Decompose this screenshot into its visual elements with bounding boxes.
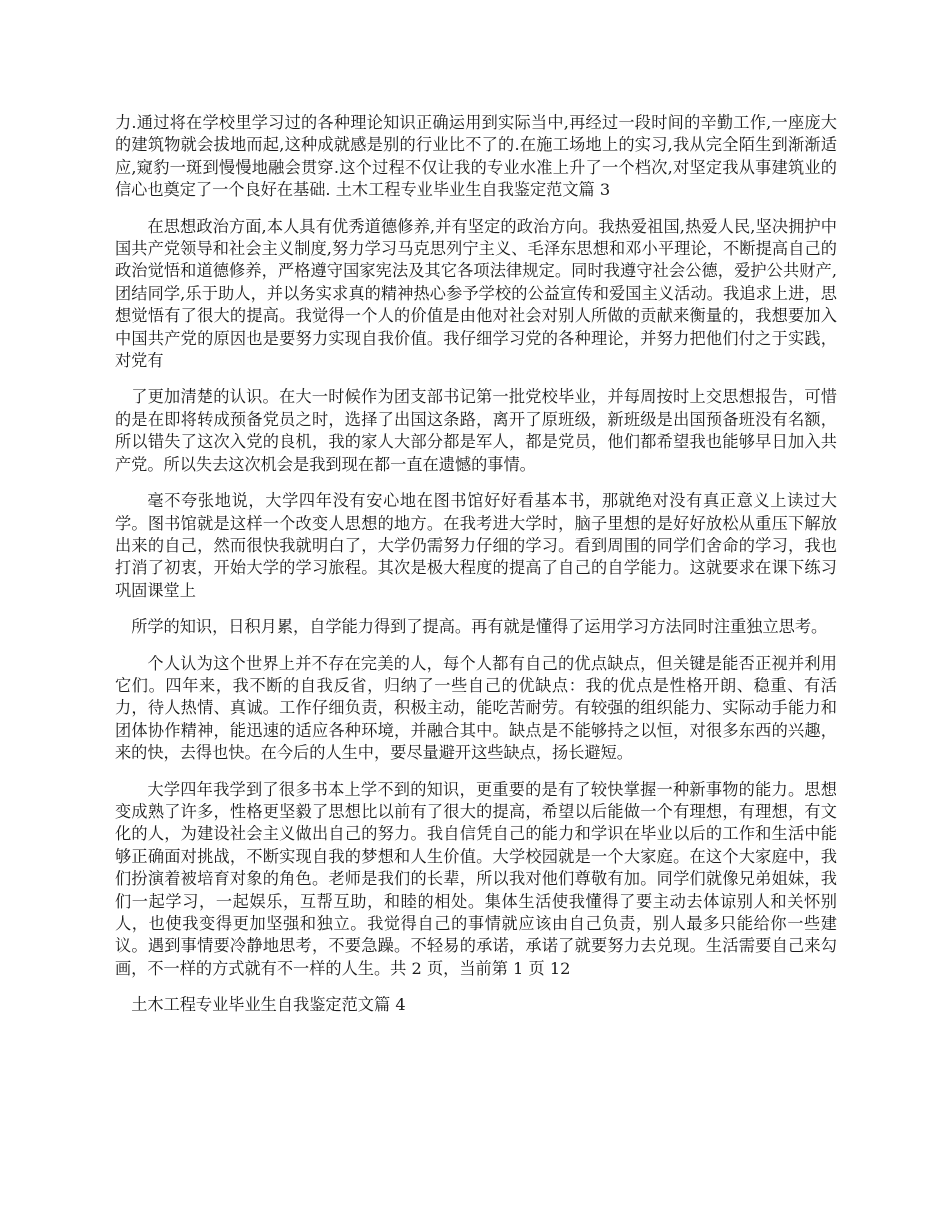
paragraph-1: 力.通过将在学校里学习过的各种理论知识正确运用到实际当中,再经过一段时间的辛勤工作,一座庞大的建筑物就会拔地而起,这种成就感是别的行业比不了的.在施工场地上的实习,我从完全陌生到渐渐适应,窥豹一斑到慢慢地融会贯穿.这个过程不仅让我的专业水准上升了一个档次,对坚定我从事建筑业的信心也奠定了一个良好在基础. 土木工程专业毕业生自我鉴定范文篇 3 [115, 113, 837, 200]
paragraph-4: 毫不夸张地说，大学四年没有安心地在图书馆好好看基本书，那就绝对没有真正意义上读过大学。图书馆就是这样一个改变人思想的地方。在我考进大学时，脑子里想的是好好放松从重压下解放出来的自己，然而很快我就明白了，大学仍需努力仔细的学习。看到周围的同学们舍命的学习，我也打消了初衷，开始大学的学习旅程。其次是极大程度的提高了自己的自学能力。这就要求在课下练习巩固课堂上 [115, 491, 837, 600]
section-heading: 土木工程专业毕业生自我鉴定范文篇 4 [131, 995, 406, 1015]
paragraph-5: 所学的知识，日积月累，自学能力得到了提高。再有就是懂得了运用学习方法同时注重独立思考。 [131, 617, 828, 637]
paragraph-3: 了更加清楚的认识。在大一时候作为团支部书记第一批党校毕业，并每周按时上交思想报告，可惜的是在即将转成预备党员之时，选择了出国这条路，离开了原班级，新班级是出国预备班没有名额，所以错失了这次入党的良机，我的家人大部分都是军人，都是党员，他们都希望我也能够早日加入共产党。所以失去这次机会是我到现在都一直在遗憾的事情。 [115, 387, 837, 474]
paragraph-6: 个人认为这个世界上并不存在完美的人，每个人都有自己的优点缺点，但关键是能否正视并利用它们。四年来，我不断的自我反省，归纳了一些自己的优缺点：我的优点是性格开朗、稳重、有活力，待人热情、真诚。工作仔细负责，积极主动，能吃苦耐劳。有较强的组织能力、实际动手能力和团体协作精神，能迅速的适应各种环境，并融合其中。缺点是不能够持之以恒，对很多东西的兴趣，来的快，去得也快。在今后的人生中，要尽量避开这些缺点，扬长避短。 [115, 653, 837, 763]
document-body [115, 112, 837, 1031]
paragraph-7: 大学四年我学到了很多书本上学不到的知识，更重要的是有了较快掌握一种新事物的能力。思想变成熟了许多，性格更坚毅了思想比以前有了很大的提高，希望以后能做一个有理想，有理想，有文化的人，为建设社会主义做出自己的努力。我自信凭自己的能力和学识在毕业以后的工作和生活中能够正确面对挑战，不断实现自我的梦想和人生价值。大学校园就是一个大家庭。在这个大家庭中，我们扮演着被培育对象的角色。老师是我们的长辈，所以我对他们尊敬有加。同学们就像兄弟姐妹，我们一起学习，一起娱乐，互帮互助，和睦的相处。集体生活使我懂得了要主动去体谅别人和关怀别人，也使我变得更加坚强和独立。我觉得自己的事情就应该由自己负责，别人最多只能给你一些建议。遇到事情要冷静地思考，不要急躁。不轻易的承诺，承诺了就要努力去兑现。生活需要自己来勾画，不一样的方式就有不一样的人生。共 2 页，当前第 1 页 12 [115, 779, 837, 978]
paragraph-2: 在思想政治方面,本人具有优秀道德修养,并有坚定的政治方向。我热爱祖国,热爱人民,坚决拥护中国共产党领导和社会主义制度,努力学习马克思列宁主义、毛泽东思想和邓小平理论，不断提高自己的政治觉悟和道德修养，严格遵守国家宪法及其它各项法律规定。同时我遵守社会公德，爱护公共财产,团结同学,乐于助人，并以务实求真的精神热心参予学校的公益宣传和爱国主义活动。我追求上进，思想觉悟有了很大的提高。我觉得一个人的价值是由他对社会对别人所做的贡献来衡量的，我想要加入中国共产党的原因也是要努力实现自我价值。我仔细学习党的各种理论，并努力把他们付之于实践，对党有 [115, 216, 837, 371]
